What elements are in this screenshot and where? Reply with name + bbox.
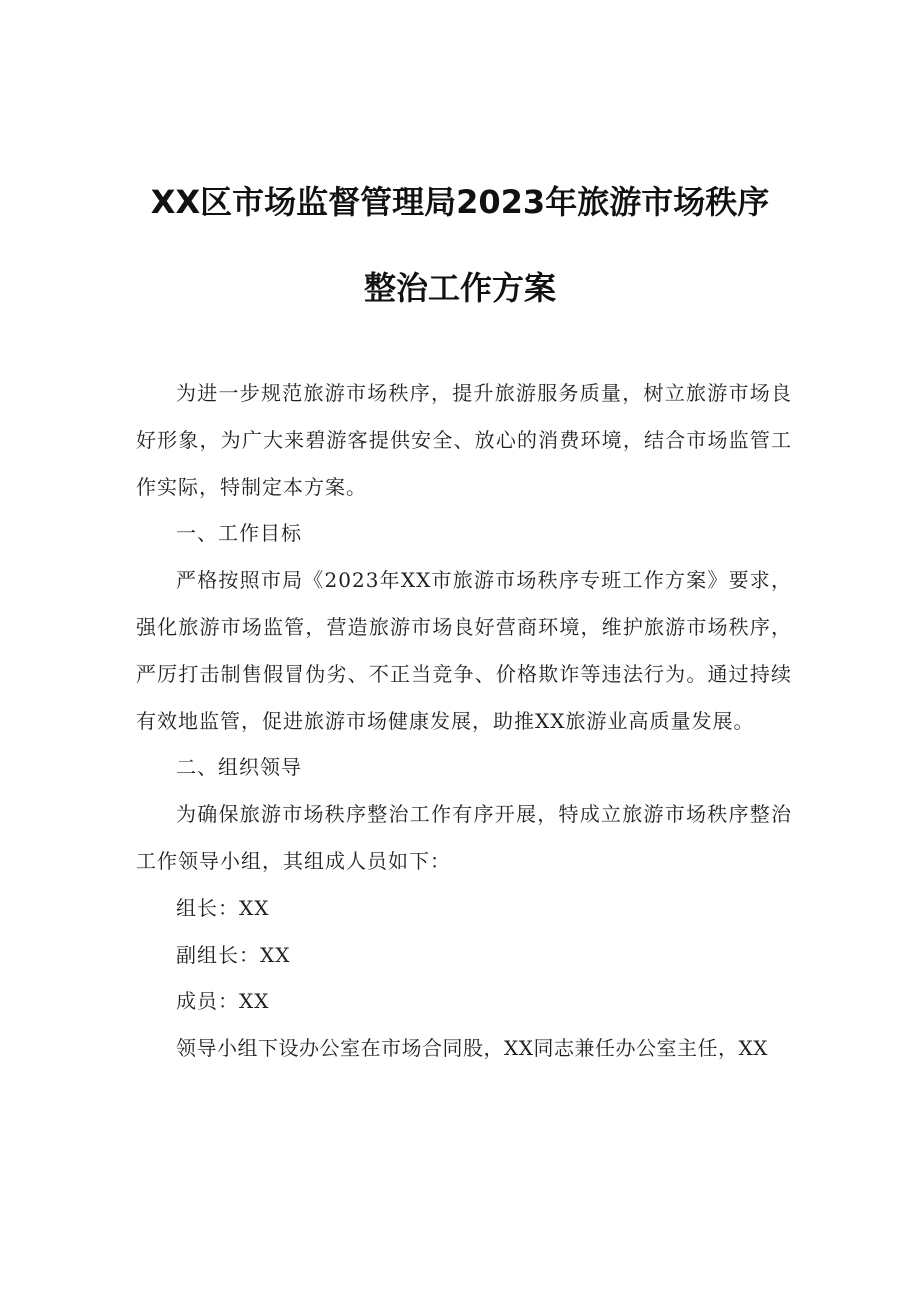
document-body <box>136 370 792 1072</box>
member-members: 成员：XX <box>176 989 270 1014</box>
paragraph-organization: 为确保旅游市场秩序整治工作有序开展，特成立旅游市场秩序整治工作领导小组，其组成人员如下： <box>136 802 792 873</box>
paragraph-office: 领导小组下设办公室在市场合同股，XX同志兼任办公室主任，XX <box>176 1036 768 1061</box>
paragraph-work-goal: 严格按照市局《2023年XX市旅游市场秩序专班工作方案》要求，强化旅游市场监管，营造旅游市场良好营商环境，维护旅游市场秩序，严厉打击制售假冒伪劣、不正当竞争、价格欺诈等违法行为。通过持续有效地监管，促进旅游市场健康发展，助推XX旅游业高质量发展。 <box>136 568 792 733</box>
paragraph-intro: 为进一步规范旅游市场秩序，提升旅游服务质量，树立旅游市场良好形象，为广大来碧游客提供安全、放心的消费环境，结合市场监管工作实际，特制定本方案。 <box>136 381 792 499</box>
member-leader: 组长：XX <box>176 895 270 920</box>
member-deputy-leader: 副组长：XX <box>176 942 291 967</box>
document-title-line-1: XX区市场监督管理局2023年旅游市场秩序 <box>150 183 770 221</box>
document-title-line-2: 整治工作方案 <box>363 269 556 307</box>
section-heading-work-goal: 一、工作目标 <box>176 521 302 546</box>
section-heading-organization: 二、组织领导 <box>176 755 302 780</box>
